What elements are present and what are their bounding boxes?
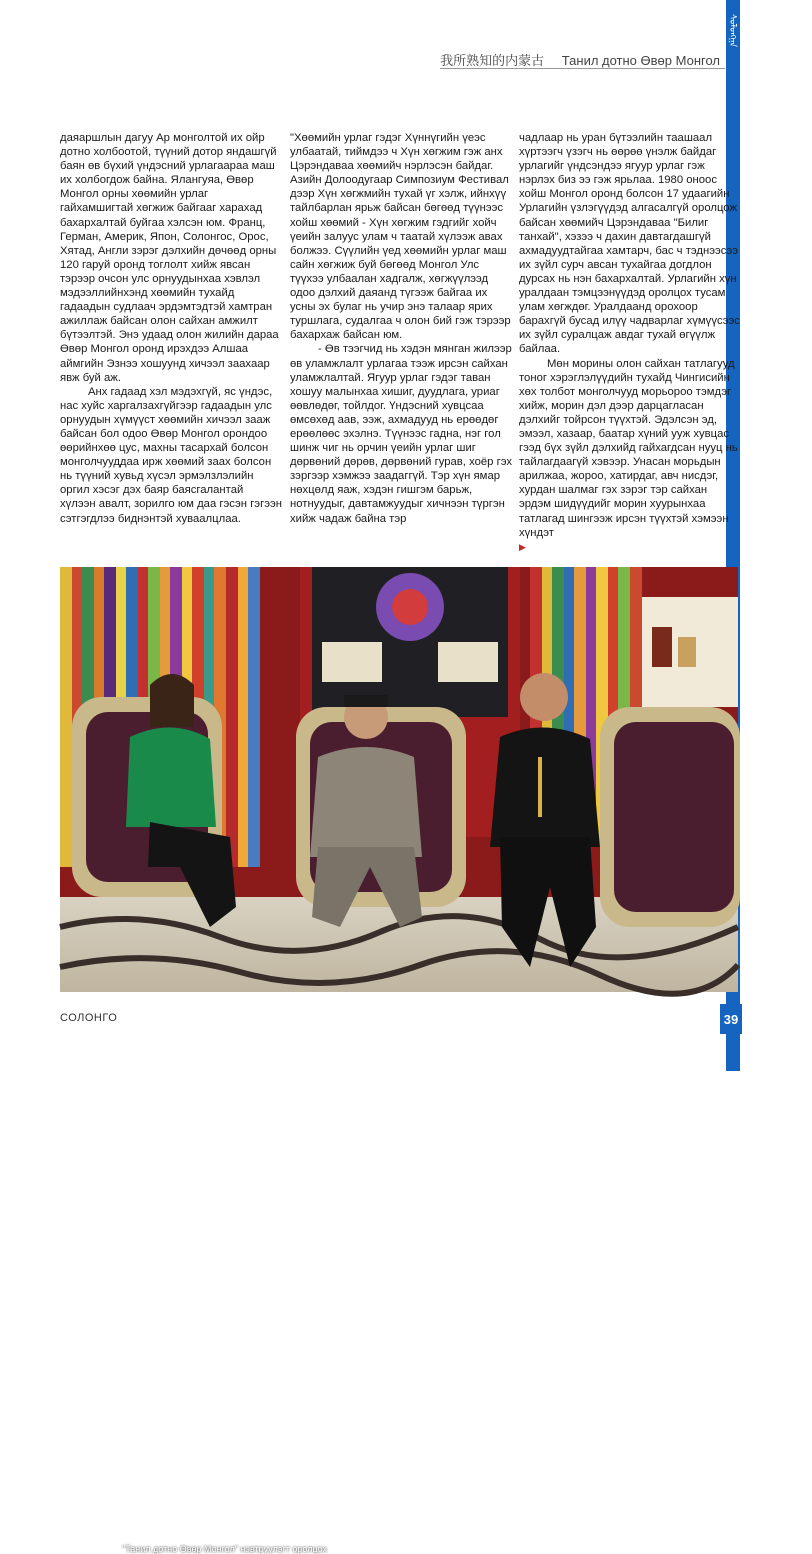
text-column-3 — [519, 131, 741, 554]
paragraph: "Хөөмийн урлаг гэдэг Хүннүгийн үеэс улбаатай, тиймдээ ч Хүн хөгжим гэж анх Цэрэндаваа хөөмийч нэрлэсэн байдаг. Азийн Долоодугаар Симпозиум Фестивал дээр Хүн хөгжмийн тухай үг хэлж, ийнхүү тайлбарлан ярьж байсан бөгөөд түүнээс хойш хөөмий - Хүн хөгжим гэдгийг хойч үеийн залуус улам ч таатай хүлээж авах болжээ. Сүүлийн үед хөөмийн урлаг маш сайн хөгжиж буй бөгөөд Монгол Улс түүхээ улбаалан хадгалж, хөгжүүлээд одоо дэлхий даяанд түгээж байгаа их усны эх булаг нь учир энэ талаар ярих туршлага, судалгаа ч олон бий гэж тэрээр бахархаж байсан юм. — [290, 132, 511, 342]
mongolian-title: Танил дотно Өвөр Монгол — [561, 53, 720, 68]
running-header — [420, 50, 720, 69]
magazine-name: СОЛОНГО — [60, 1012, 118, 1024]
photo-illustration — [60, 567, 738, 992]
section-tab-label: ᠰᠣᠯᠣᠩᠭ᠋ᠠ — [728, 14, 738, 48]
section-tab — [726, 0, 740, 62]
page-number: 39 — [720, 1004, 742, 1034]
continue-arrow-icon: ▶ — [519, 541, 526, 552]
paragraph: чадлаар нь уран бүтээлийн таашаал хүртээгч үзэгч нь өөрөө үнэлж байдаг урлагийг үндсэндээ ягуур урлаг гэж нэрлэх биз ээ гэж ярьлаа. 1980 оноос хойш Монгол оронд болсон 17 удаагийн Урлагийн үзлэгүүдэд алгасалгүй оролцож байсан хөөмийч Цэрэндаваа "Билиг танхай", хэзээ ч дахин давтагдашгүй ахмадуудтайгаа хамтарч, бас ч тэднээсээ их зүйл сурч авсан тухайгаа догдлон дурсах нь нэн бахархалтай. Урлагийн хүн уралдаан тэмцээнүүдэд оролцох тусам улам хөгждөг. Уралдаанд орохоор барахгүй бусад илүү чадварлаг хүмүүсээс их зүйл суралцаж авдаг тухай өгүүлж байлаа. — [519, 132, 740, 356]
paragraph: Анх гадаад хэл мэдэхгүй, яс үндэс, нас хуйс харгалзахгүйгээр гадаадын улс орнуудын хүмүүст хөөмийн хичээл зааж байсан бол одоо Өвөр Монгол орондоо өөрийнхөө цус, махны тасархай болсон монголчууддаа ирж хөөмий заах болсон нь түүний хувьд хүсэл эрмэлзлэлийн оргил хэсэг дэх баяр баясгалантай хүлээн авалт, зорилго юм даа гэсэн гэгээн сэтгэгдлээ биднэнтэй хуваалцлаа. — [60, 385, 282, 525]
paragraph: даяаршлын дагуу Ар монголтой их ойр дотно холбоотой, түүний дотор яндашгүй баян өв бүхий үндэсний урлагаараа маш их холбогдож байна. Ялангуяа, Өвөр Монгол орны хөөмийн урлаг гайхамшигтай хөгжиж байгааг харахад бахархалтай буйгаа хэлсэн юм. Франц, Герман, Америк, Япон, Солонгос, Орос, Хятад, Англи зэрэг дэлхийн дөчөөд орны 120 гаруй оронд тоглолт хийж явсан тэрээр очсон улс орнуудынхаа хэвлэл мэдээллийнхэнд хөөмийн тухайд гадаадын судлаач эрдэмтэдтэй хамтран ажиллаж байсан олон сайхан амжилт бүтээлтэй. Энэ удаад олон жилийн дараа Өвөр Монгол оронд ирэхдээ Алшаа аймгийн Эзнээ хошуунд хичээл заахаар явж буй аж. — [60, 132, 279, 384]
photo-caption: "Танил дотно Өвөр Монгол" нэвтрүүлэгт оролцох — [122, 1544, 327, 1554]
right-chair — [600, 707, 740, 927]
paragraph: Мөн морины олон сайхан татлагууд тоног хэрэглэлүүдийн тухайд Чингисийн хөх толбот монголчууд морьороо тэмдэг хийж, морин дэл дээр дарцагласан дэлхийг тойрсон түүхтэй. Эдэлсэн эд, эмээл, хазаар, баатар хүний ууж хувцас гээд бүх зүйл дэлхийд гайхагдсан нууц нь тайлагдаагүй хэвээр. Унасан морьдын арилжаа, жороо, хатирдаг, авч нисдэг, хурдан шалмаг гэх зэрэг тэр сайхан эрдэм шидүүдийг морин хуурынхаа татлагад шингээж ирсэн түүхтэй хэмээн хүндэт — [519, 357, 738, 539]
text-column-2 — [290, 131, 512, 526]
chinese-title: 我所熟知的内蒙古 — [440, 53, 545, 68]
text-column-1 — [60, 131, 282, 526]
paragraph: - Өв тээгчид нь хэдэн мянган жилээр өв уламжлалт урлагаа тээж ирсэн сайхан уламжлалтай. Ягуур урлаг гэдэг таван хошуу малынхаа хишиг, дуудлага, уриаг өөвлөдөг, тойлдог. Үндэсний хувцсаа өмсөхөд аав, ээж, ахмадууд нь ерөөдөг ерөөлөөс эхэлнэ. Түүнээс гадна, нэг гол шинж чиг нь орчин үеийн урлаг шиг дөрвөний дөрөв, дөрвөний гурав, хоёр гэх зэргээр хэмжээ заадаггүй. Тэр хүн ямар нөхцөлд яаж, хэдэн гишгэм барьж, нотнуудыг, давтамжуудыг хичнээн түргэн хийж чадаж байна тэр — [290, 343, 512, 525]
header-rule — [440, 68, 725, 69]
